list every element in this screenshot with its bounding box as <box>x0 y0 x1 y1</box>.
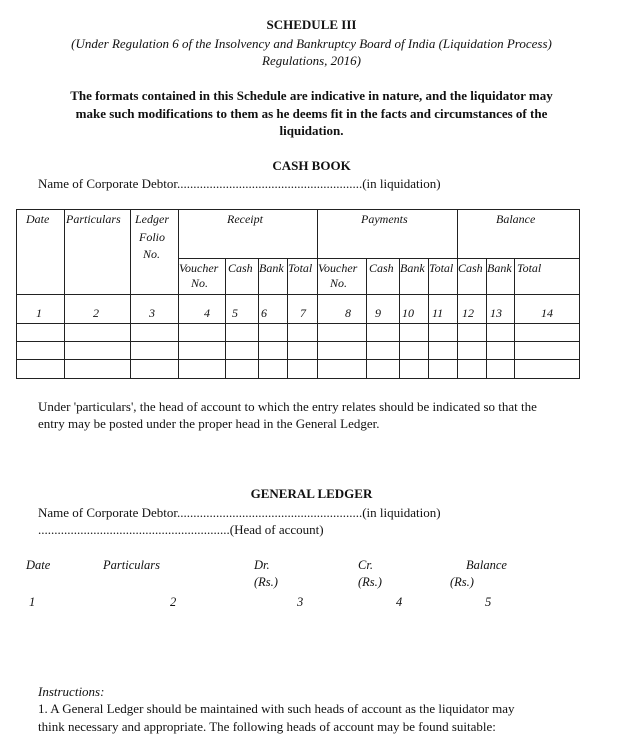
notice-line2: make such modifications to them as he deems fit in the facts and circumstances of the <box>75 106 548 121</box>
col-num-12: 12 <box>462 306 474 320</box>
col-num-8: 8 <box>345 306 351 320</box>
sub-payment-total: Total <box>429 261 454 275</box>
sub-receipt-bank: Bank <box>259 261 284 275</box>
instructions-heading: Instructions: <box>38 684 105 699</box>
cash-book-grid <box>16 209 580 379</box>
sub-payment-bank: Bank <box>400 261 425 275</box>
general-ledger-debtor-label: Name of Corporate Debtor.........................................................(in liquidation) <box>38 505 441 520</box>
gl-col-balance: Balance <box>466 558 507 572</box>
gl-col-dr-unit: (Rs.) <box>254 575 278 589</box>
col-num-5: 5 <box>232 306 238 320</box>
gl-num-2: 2 <box>170 595 177 609</box>
header-particulars: Particulars <box>66 212 121 226</box>
header-date: Date <box>26 212 50 226</box>
sub-payment-cash: Cash <box>369 261 394 275</box>
sub-receipt-voucher-1: Voucher <box>179 261 219 275</box>
gl-col-cr: Cr. <box>358 558 373 572</box>
col-num-7: 7 <box>300 306 306 320</box>
gl-col-balance-unit: (Rs.) <box>450 575 474 589</box>
instructions-line1: 1. A General Ledger should be maintained with such heads of account as the liquidator may <box>38 701 515 716</box>
col-num-4: 4 <box>204 306 210 320</box>
sub-receipt-total: Total <box>288 261 313 275</box>
col-num-3: 3 <box>149 306 155 320</box>
gl-col-dr: Dr. <box>254 558 270 572</box>
col-num-9: 9 <box>375 306 381 320</box>
gl-num-5: 5 <box>485 595 492 609</box>
sub-balance-bank: Bank <box>487 261 512 275</box>
header-ledger-3: No. <box>143 247 161 261</box>
cash-book-table <box>16 209 580 379</box>
gl-col-particulars: Particulars <box>103 558 160 572</box>
schedule-subtitle-line2: Regulations, 2016) <box>262 53 361 68</box>
schedule-subtitle-line1: (Under Regulation 6 of the Insolvency and Bankruptcy Board of India (Liquidation Process) <box>71 36 552 51</box>
gl-num-4: 4 <box>396 595 403 609</box>
col-num-13: 13 <box>490 306 502 320</box>
notice-line1: The formats contained in this Schedule are indicative in nature, and the liquidator may <box>70 88 553 103</box>
gl-num-3: 3 <box>297 595 304 609</box>
sub-balance-cash: Cash <box>458 261 483 275</box>
header-ledger-1: Ledger <box>135 212 169 226</box>
sub-receipt-cash: Cash <box>228 261 253 275</box>
gl-col-date: Date <box>26 558 51 572</box>
header-ledger-2: Folio <box>139 230 165 244</box>
instructions-line2: think necessary and appropriate. The following heads of account may be found suitable: <box>38 719 496 734</box>
sub-receipt-voucher-2: No. <box>191 276 209 290</box>
general-ledger-head-label: ...........................................................(Head of account) <box>38 522 324 537</box>
cash-book-note-line1: Under 'particulars', the head of account to which the entry relates should be indicated so that the <box>38 399 537 414</box>
gl-num-1: 1 <box>29 595 36 609</box>
header-payments: Payments <box>361 212 408 226</box>
col-num-6: 6 <box>261 306 267 320</box>
sub-payment-voucher-2: No. <box>330 276 348 290</box>
header-receipt: Receipt <box>227 212 263 226</box>
col-num-2: 2 <box>93 306 99 320</box>
col-num-1: 1 <box>36 306 42 320</box>
header-balance: Balance <box>496 212 536 226</box>
notice-line3: liquidation. <box>279 123 344 138</box>
general-ledger-title: GENERAL LEDGER <box>250 486 373 501</box>
cash-book-note-line2: entry may be posted under the proper head in the General Ledger. <box>38 416 380 431</box>
cash-book-debtor-label: Name of Corporate Debtor.........................................................(in liquidation) <box>38 176 441 191</box>
gl-col-cr-unit: (Rs.) <box>358 575 382 589</box>
col-num-14: 14 <box>541 306 553 320</box>
schedule-title: SCHEDULE III <box>266 17 357 32</box>
col-num-11: 11 <box>432 306 444 320</box>
cash-book-title: CASH BOOK <box>272 158 351 173</box>
sub-payment-voucher-1: Voucher <box>318 261 358 275</box>
col-num-10: 10 <box>402 306 414 320</box>
sub-balance-total: Total <box>517 261 542 275</box>
